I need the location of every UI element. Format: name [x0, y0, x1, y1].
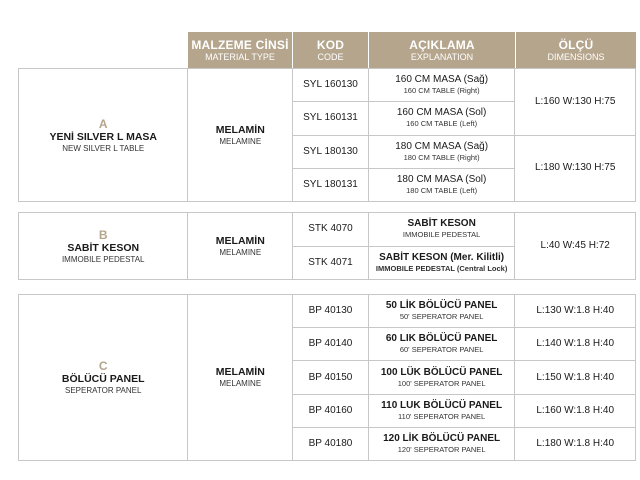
section-letter: A: [98, 116, 108, 131]
section-letter: B: [98, 227, 108, 242]
product-code: BP 40130: [308, 305, 353, 317]
section-b: [18, 212, 636, 280]
header-dimensions-sub: DIMENSIONS: [547, 51, 605, 62]
explanation-text: SABİT KESON: [407, 218, 476, 230]
explanation-text: 60 LIK BÖLÜCÜ PANEL: [385, 333, 498, 345]
code-cell: [293, 247, 368, 280]
dimensions-text: L:150 W:1.8 H:40: [536, 371, 615, 383]
explanation-text: 180 CM MASA (Sol): [396, 173, 487, 185]
explanation-text-en: 120' SEPERATOR PANEL: [397, 444, 486, 454]
product-code: SYL 180130: [303, 145, 358, 157]
explanation-column: [369, 295, 516, 460]
dimensions-cell: [515, 428, 635, 460]
product-name: BÖLÜCÜ PANEL: [61, 373, 145, 385]
code-cell: [293, 428, 368, 460]
product-code: SYL 160130: [303, 79, 358, 91]
explanation-cell: [369, 169, 515, 201]
material-name: MELAMİN: [215, 366, 265, 378]
product-cell: [19, 295, 188, 460]
section-c: [18, 294, 636, 461]
product-name: SABİT KESON: [67, 241, 140, 254]
explanation-cell: [369, 395, 515, 428]
material-cell: [188, 295, 293, 460]
explanation-text: 160 CM MASA (Sağ): [395, 74, 489, 86]
explanation-cell: [369, 295, 515, 328]
explanation-text-en: 160 CM TABLE (Left): [406, 119, 478, 129]
dimensions-cell: [515, 136, 635, 202]
dimensions-text: L:40 W:45 H:72: [540, 240, 610, 251]
product-code: SYL 180131: [303, 178, 358, 190]
header-code-main: KOD: [316, 37, 345, 52]
product-name-en: NEW SILVER L TABLE: [62, 143, 145, 153]
material-cell: [188, 213, 293, 279]
code-column: [293, 213, 369, 279]
product-name-en: SEPERATOR PANEL: [64, 386, 142, 395]
explanation-text: 160 CM MASA (Sol): [396, 107, 487, 119]
explanation-text-en: 60' SEPERATOR PANEL: [399, 345, 484, 355]
dimensions-text: L:160 W:130 H:75: [534, 95, 616, 107]
explanation-cell: [369, 361, 515, 394]
header-code: [293, 32, 369, 69]
code-cell: [293, 102, 368, 135]
code-cell: [293, 69, 368, 102]
product-code: BP 40180: [308, 437, 353, 449]
dimensions-column: [515, 213, 635, 279]
product-code: BP 40140: [308, 338, 353, 350]
header-explanation-sub: EXPLANATION: [410, 51, 474, 62]
product-cell: [19, 69, 188, 201]
explanation-text-en: 100' SEPERATOR PANEL: [397, 378, 486, 388]
explanation-cell: [369, 247, 515, 280]
dimensions-text: L:140 W:1.8 H:40: [536, 338, 615, 350]
explanation-text: 50 LİK BÖLÜCÜ PANEL: [385, 300, 498, 312]
explanation-cell: [369, 102, 515, 135]
header-dimensions: [516, 32, 636, 69]
material-name-en: MELAMINE: [219, 136, 262, 146]
code-cell: [293, 361, 368, 394]
dimensions-column: [515, 295, 635, 460]
code-cell: [293, 395, 368, 428]
dimensions-text: L:180 W:1.8 H:40: [536, 437, 615, 449]
code-column: [293, 69, 369, 201]
section-a: [18, 68, 636, 202]
product-code: SYL 160131: [303, 112, 358, 124]
dimensions-column: [515, 69, 635, 201]
code-column: [293, 295, 369, 460]
explanation-text-en: 180 CM TABLE (Left): [406, 185, 478, 195]
header-material-sub: MATERIAL TYPE: [205, 51, 275, 62]
product-code: STK 4071: [308, 256, 353, 268]
product-code: STK 4070: [308, 223, 353, 235]
explanation-text: SABİT KESON (Mer. Kilitli): [379, 251, 505, 263]
explanation-text-en: IMMOBILE PEDESTAL (Central Lock): [375, 263, 508, 273]
dimensions-cell: [515, 328, 635, 361]
explanation-text: 100 LÜK BÖLÜCÜ PANEL: [380, 366, 503, 378]
header-dimensions-main: ÖLÇÜ: [558, 37, 594, 52]
explanation-cell: [369, 69, 515, 102]
material-name-en: MELAMINE: [219, 379, 262, 388]
product-cell: [19, 213, 188, 279]
section-letter: C: [98, 359, 108, 373]
product-name: YENİ SILVER L MASA: [49, 130, 157, 143]
explanation-text-en: IMMOBILE PEDESTAL: [402, 230, 481, 240]
code-cell: [293, 328, 368, 361]
dimensions-text: L:130 W:1.8 H:40: [536, 305, 615, 317]
explanation-text-en: 50' SEPERATOR PANEL: [399, 312, 484, 322]
explanation-column: [369, 213, 516, 279]
header-material: [188, 32, 293, 69]
header-code-sub: CODE: [317, 51, 344, 62]
header-explanation-main: AÇIKLAMA: [409, 37, 475, 52]
header-explanation: [369, 32, 516, 69]
explanation-cell: [369, 213, 515, 247]
table-header: [188, 32, 636, 69]
dimensions-cell: [515, 395, 635, 428]
dimensions-cell: [515, 69, 635, 136]
explanation-text-en: 160 CM TABLE (Right): [403, 86, 480, 96]
dimensions-text: L:180 W:130 H:75: [534, 162, 616, 174]
code-cell: [293, 169, 368, 201]
product-name-en: IMMOBILE PEDESTAL: [61, 254, 145, 264]
code-cell: [293, 136, 368, 169]
explanation-text-en: 110' SEPERATOR PANEL: [398, 411, 486, 421]
explanation-cell: [369, 428, 515, 460]
explanation-text-en: 180 CM TABLE (Right): [403, 152, 480, 162]
dimensions-cell: [515, 361, 635, 394]
material-name-en: MELAMINE: [219, 247, 262, 257]
product-code: BP 40160: [308, 404, 353, 416]
code-cell: [293, 213, 368, 247]
explanation-text: 110 LUK BÖLÜCÜ PANEL: [381, 399, 503, 411]
explanation-cell: [369, 328, 515, 361]
code-cell: [293, 295, 368, 328]
product-code: BP 40150: [308, 371, 353, 383]
material-name: MELAMİN: [215, 234, 265, 247]
dimensions-cell: [515, 295, 635, 328]
material-cell: [188, 69, 293, 201]
header-material-main: MALZEME CİNSİ: [191, 37, 289, 52]
explanation-cell: [369, 136, 515, 169]
explanation-text: 180 CM MASA (Sağ): [395, 140, 489, 152]
dimensions-text: L:160 W:1.8 H:40: [536, 404, 615, 416]
explanation-text: 120 LİK BÖLÜCÜ PANEL: [383, 432, 501, 444]
material-name: MELAMİN: [215, 123, 265, 136]
explanation-column: [369, 69, 516, 201]
